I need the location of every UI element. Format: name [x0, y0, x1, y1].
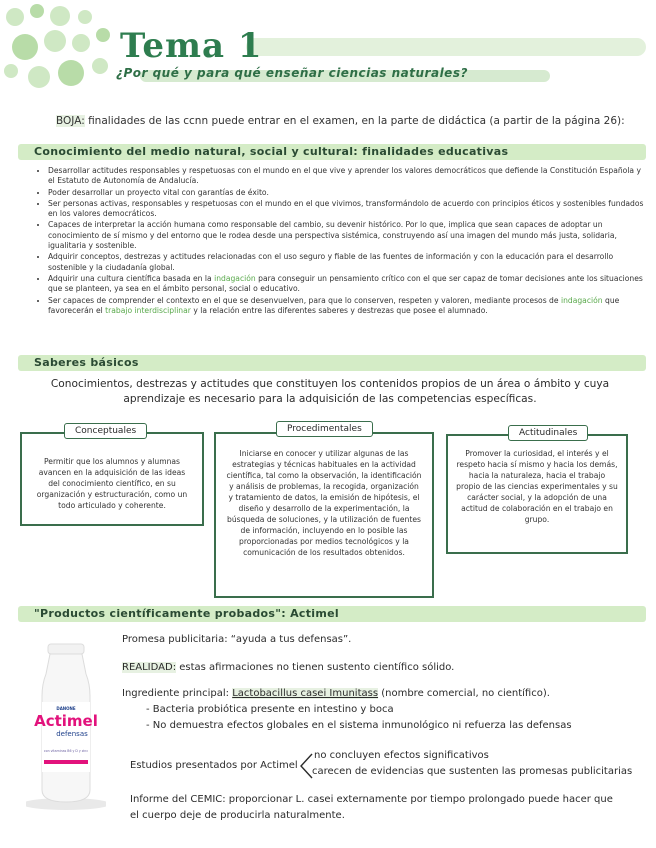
finalidad-item — [48, 252, 648, 273]
finalidad-item — [48, 274, 648, 295]
boja-label: BOJA: — [56, 115, 85, 127]
card-actitudinales-text: Promover la curiosidad, el interés y el respeto hacia sí mismo y hacia los demás, hacia la naturaleza, hacia el trabajo propio de las ciencias experimentales y su carácter social, y la adopción de una actitud de colaboración en el trabajo en grupo. — [456, 449, 618, 524]
highlighted-term: indagación — [560, 295, 603, 305]
finalidad-text: Desarrollar actitudes responsables y respetuosas con el mundo en el que vive y aprender los valores democráticos que defiende la Constitución Española y el Estatuto de Autonomía de Andalucía. — [48, 166, 641, 186]
finalidad-text: Capaces de interpretar la acción humana como responsable del cambio, su devenir histórico. Por lo que, implica que sean capaces de adoptar un conocimiento de sí mismo y del entorno que le rodea desde una perspectiva sistémica, construyendo así una imagen del mundo más justa, solidaria, igualitaria y sostenible. — [48, 220, 617, 251]
finalidad-item — [48, 166, 648, 187]
card-conceptuales-text: Permitir que los alumnos y alumnas avancen en la adquisición de las ideas del conocimiento científico, en su organización y estructuración, como un todo articulado y coherente. — [36, 457, 188, 510]
finalidad-text: Adquirir una cultura científica basada en la — [48, 273, 215, 283]
finalidad-text: y la relación entre las diferentes saberes y destrezas que posee el alumnado. — [190, 305, 488, 315]
section1-title: Conocimiento del medio natural, social y cultural: finalidades educativas — [34, 145, 509, 158]
section3-title: "Productos científicamente probados": Actimel — [34, 607, 339, 620]
bottle-small: con vitaminas B6 y D y zinc — [43, 749, 89, 753]
estudios-a: no concluyen efectos significativos — [314, 750, 489, 761]
bottle-name: Actimel — [34, 712, 98, 730]
finalidad-text: Ser personas activas, responsables y respetuosas con el mundo en el que vivimos, transformándolo de acuerdo con principios éticos y sostenibles fundados en los valores democráticos. — [48, 198, 644, 219]
bottle-brand: DANONE — [56, 706, 76, 711]
finalidades-list — [34, 166, 648, 317]
boja-text: finalidades de las ccnn puede entrar en el examen, en la parte de didáctica (a partir de la página 26): — [84, 115, 625, 127]
finalidad-text: que favorecerán el — [48, 295, 620, 315]
title-highlight — [246, 38, 646, 56]
ingrediente-sub2: - No demuestra efectos globales en el sistema inmunológico ni refuerza las defensas — [146, 720, 572, 731]
boja-note — [56, 115, 625, 127]
highlighted-term: indagación — [214, 273, 256, 283]
tag-actitudinales: Actitudinales — [508, 425, 588, 441]
tag-procedimentales: Procedimentales — [276, 421, 373, 437]
finalidad-item — [48, 199, 648, 220]
card-actitudinales — [446, 434, 628, 554]
card-conceptuales — [20, 432, 204, 526]
ingrediente-sub1: - Bacteria probiótica presente en intestino y boca — [146, 704, 394, 715]
saberes-intro: Conocimientos, destrezas y actitudes que constituyen los contenidos propios de un área o ámbito y cuya aprendizaje es necesario para la adquisición de las competencias específicas. — [50, 378, 610, 405]
finalidad-text: Ser capaces de comprender el contexto en el que se desenvuelven, para que lo conserven, respeten y valoren, mediante procesos de — [48, 295, 561, 305]
ingrediente-note: (nombre comercial, no científico). — [378, 688, 550, 699]
estudios-text: Estudios presentados por Actimel — [130, 760, 298, 771]
realidad-label: REALIDAD: — [122, 662, 177, 673]
finalidad-item — [48, 188, 648, 198]
ingrediente-line — [122, 688, 550, 699]
ingrediente-name: Lactobacillus casei Imunitass — [232, 688, 379, 699]
cemic-line2: el cuerpo deje de producirla naturalmente. — [130, 810, 345, 821]
finalidad-text: Adquirir conceptos, destrezas y actitudes relacionadas con el uso seguro y fiable de las fuentes de información y con la educación para el desarrollo sostenible y la ciudadanía global. — [48, 252, 614, 272]
finalidad-item — [48, 296, 648, 317]
card-procedimentales-text: Iniciarse en conocer y utilizar algunas de las estrategias y técnicas habituales en la actividad científica, tal como la observación, la identificación y análisis de problemas, la recogida, organización y tratamiento de datos, la emisión de hipótesis, el diseño y desarrollo de la experimentación, la búsqueda de soluciones, y la utilización de fuentes de información, incluyendo en lo posible las proporcionadas por medios tecnológicos y la comunicación de los resultados obtenidos. — [226, 449, 422, 557]
card-procedimentales — [214, 432, 434, 598]
cemic-line1: Informe del CEMIC: proporcionar L. casei externamente por tiempo prolongado puede hacer que — [130, 794, 613, 805]
promesa-text: Promesa publicitaria: “ayuda a tus defensas”. — [122, 634, 352, 645]
finalidad-item — [48, 220, 648, 251]
tag-conceptuales: Conceptuales — [64, 423, 147, 439]
section2-title: Saberes básicos — [34, 356, 139, 369]
bottle-sub: defensas — [56, 730, 88, 738]
ingrediente-label: Ingrediente principal: — [122, 688, 233, 699]
finalidad-text: Poder desarrollar un proyecto vital con garantías de éxito. — [48, 187, 269, 197]
realidad-text: estas afirmaciones no tienen sustento científico sólido. — [176, 662, 455, 673]
finalidad-text: para conseguir un pensamiento crítico con el que ser capaz de tomar decisiones ante los situaciones que se planteen, ya sea en el ámbito personal, social o educativo. — [48, 273, 643, 294]
highlighted-term: trabajo interdisciplinar — [105, 305, 191, 315]
page-subtitle: ¿Por qué y para qué enseñar ciencias naturales? — [116, 66, 468, 80]
page-title: Tema 1 — [120, 26, 263, 66]
realidad-line — [122, 662, 454, 673]
actimel-bottle-image — [26, 640, 106, 810]
estudios-b: carecen de evidencias que sustenten las promesas publicitarias — [312, 766, 633, 777]
